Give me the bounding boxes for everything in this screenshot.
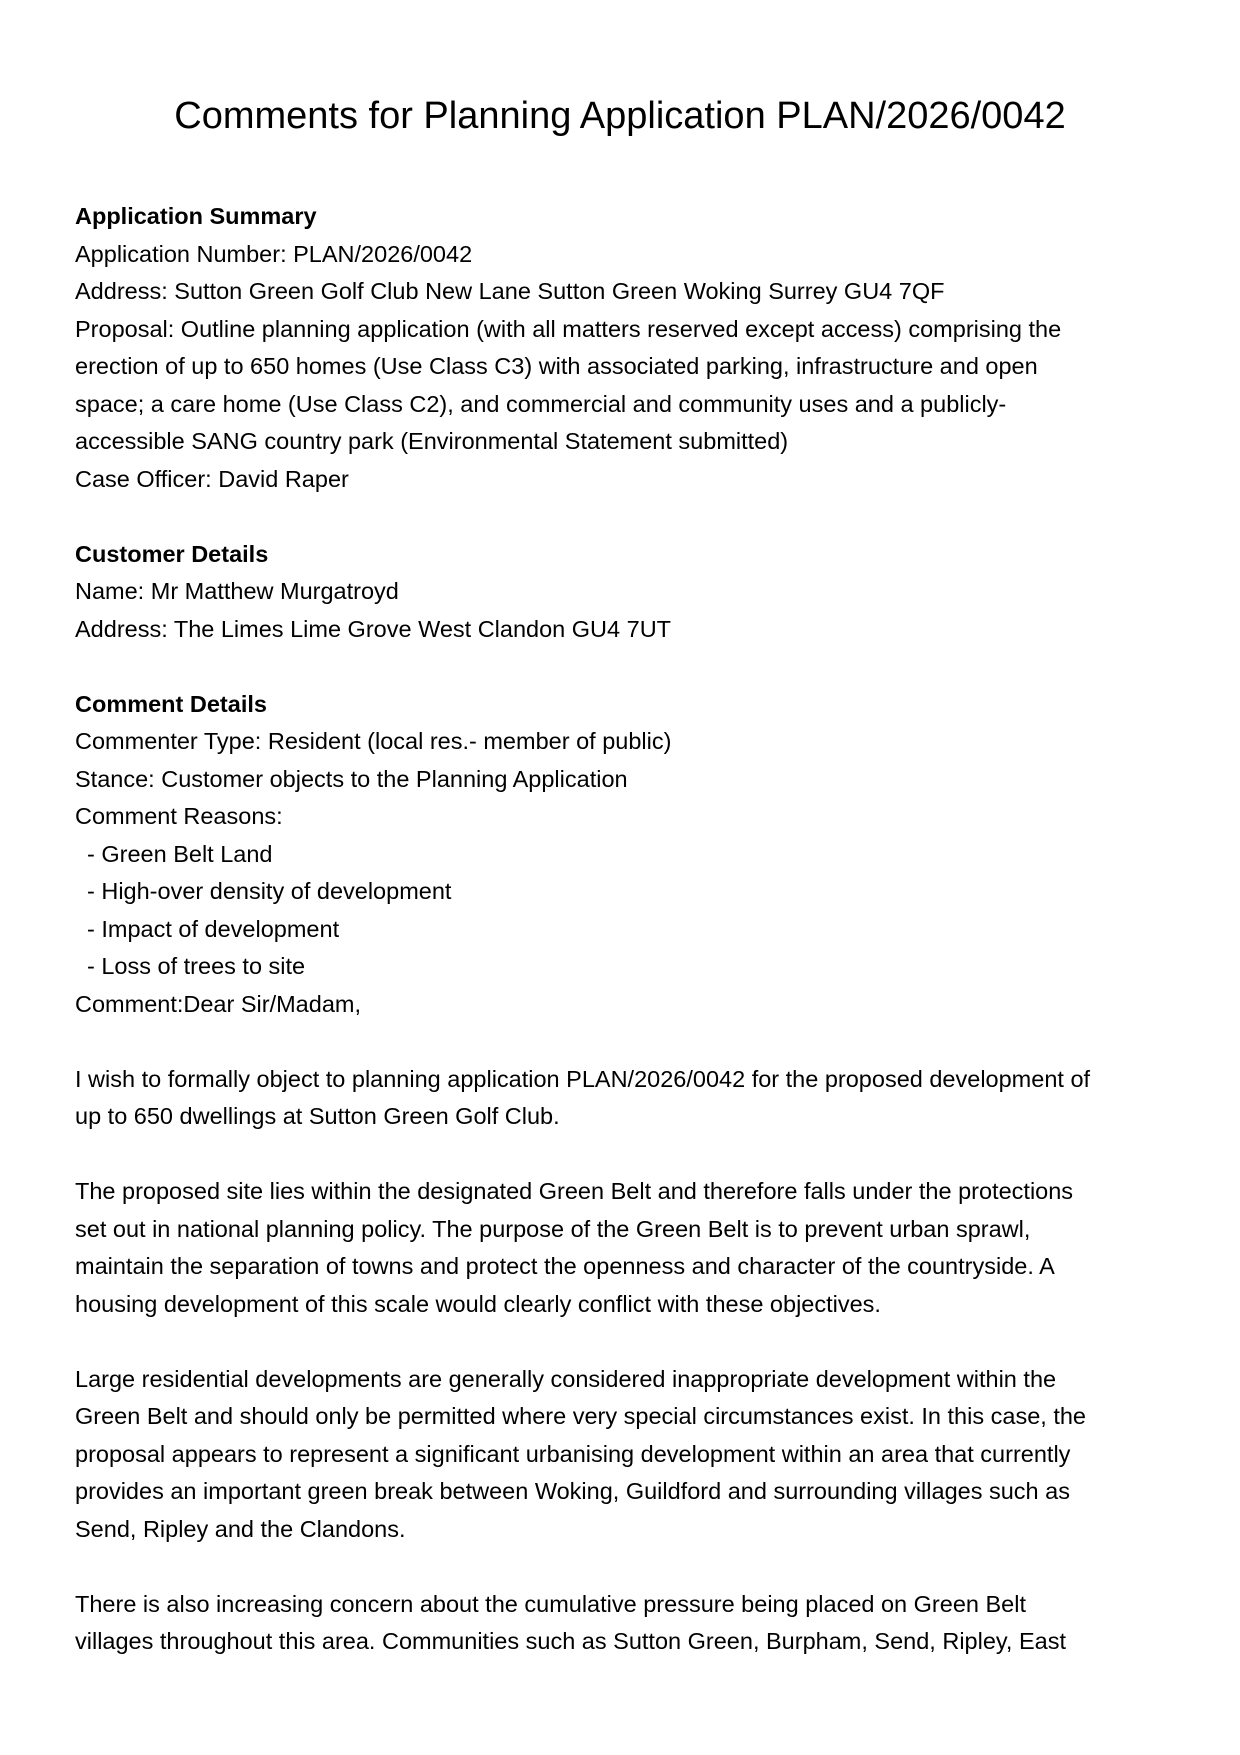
paragraph-line: proposal appears to represent a significant urbanising development within an area that currently	[75, 1440, 1071, 1467]
comment-paragraph	[75, 1173, 1175, 1323]
comment-paragraph	[75, 1586, 1175, 1661]
application-address: Address: Sutton Green Golf Club New Lane Sutton Green Woking Surrey GU4 7QF	[75, 278, 945, 304]
section-gap	[75, 648, 1175, 686]
proposal-line: accessible SANG country park (Environmental Statement submitted)	[75, 428, 789, 454]
comment-intro: Comment:Dear Sir/Madam,	[75, 990, 361, 1017]
paragraph-line: villages throughout this area. Communities such as Sutton Green, Burpham, Send, Ripley, East	[75, 1628, 1066, 1654]
paragraph-gap	[75, 1023, 1175, 1061]
paragraph-line: Green Belt and should only be permitted where very special circumstances exist. In this case, the	[75, 1403, 1086, 1429]
customer-details-heading: Customer Details	[75, 540, 269, 567]
paragraph-line: provides an important green break between Woking, Guildford and surrounding villages such as	[75, 1478, 1070, 1504]
application-summary-section	[75, 198, 1175, 498]
customer-details-section	[75, 536, 1175, 649]
paragraph-line: There is also increasing concern about the cumulative pressure being placed on Green Belt	[75, 1590, 1026, 1617]
section-gap	[75, 498, 1175, 536]
paragraph-gap	[75, 1136, 1175, 1174]
paragraph-gap	[75, 1323, 1175, 1361]
comment-reason: - High-over density of development	[87, 878, 452, 904]
proposal-line: space; a care home (Use Class C2), and commercial and community uses and a publicly-	[75, 390, 1007, 417]
comment-reasons-label: Comment Reasons:	[75, 803, 283, 829]
paragraph-line: maintain the separation of towns and protect the openness and character of the countryside. A	[75, 1253, 1055, 1279]
comment-reason: - Green Belt Land	[87, 840, 273, 867]
paragraph-line: set out in national planning policy. The purpose of the Green Belt is to prevent urban sprawl,	[75, 1215, 1031, 1242]
proposal-line: Proposal: Outline planning application (with all matters reserved except access) comprising the	[75, 315, 1062, 342]
paragraph-line: Send, Ripley and the Clandons.	[75, 1515, 406, 1542]
comment-details-section	[75, 686, 1175, 1024]
application-summary-heading: Application Summary	[75, 203, 317, 229]
commenter-type: Commenter Type: Resident (local res.- member of public)	[75, 728, 672, 754]
application-number: Application Number: PLAN/2026/0042	[75, 240, 473, 267]
paragraph-gap	[75, 1548, 1175, 1586]
paragraph-line: housing development of this scale would clearly conflict with these objectives.	[75, 1290, 881, 1317]
proposal-line: erection of up to 650 homes (Use Class C3) with associated parking, infrastructure and open	[75, 353, 1038, 379]
paragraph-line: Large residential developments are generally considered inappropriate development within the	[75, 1365, 1057, 1392]
page-title: Comments for Planning Application PLAN/2026/0042	[174, 95, 1066, 137]
paragraph-line: up to 650 dwellings at Sutton Green Golf Club.	[75, 1103, 560, 1129]
comment-reason: - Impact of development	[87, 915, 340, 942]
customer-address: Address: The Limes Lime Grove West Clandon GU4 7UT	[75, 615, 672, 642]
comment-details-heading: Comment Details	[75, 690, 267, 717]
comment-reason: - Loss of trees to site	[87, 953, 306, 979]
comment-paragraph	[75, 1061, 1175, 1136]
paragraph-line: The proposed site lies within the designated Green Belt and therefore falls under the protections	[75, 1178, 1074, 1204]
case-officer: Case Officer: David Raper	[75, 465, 349, 492]
document-body	[75, 198, 1175, 1661]
comment-paragraph	[75, 1361, 1175, 1549]
stance: Stance: Customer objects to the Planning Application	[75, 765, 628, 792]
customer-name: Name: Mr Matthew Murgatroyd	[75, 578, 399, 604]
paragraph-line: I wish to formally object to planning application PLAN/2026/0042 for the proposed development of	[75, 1065, 1091, 1092]
